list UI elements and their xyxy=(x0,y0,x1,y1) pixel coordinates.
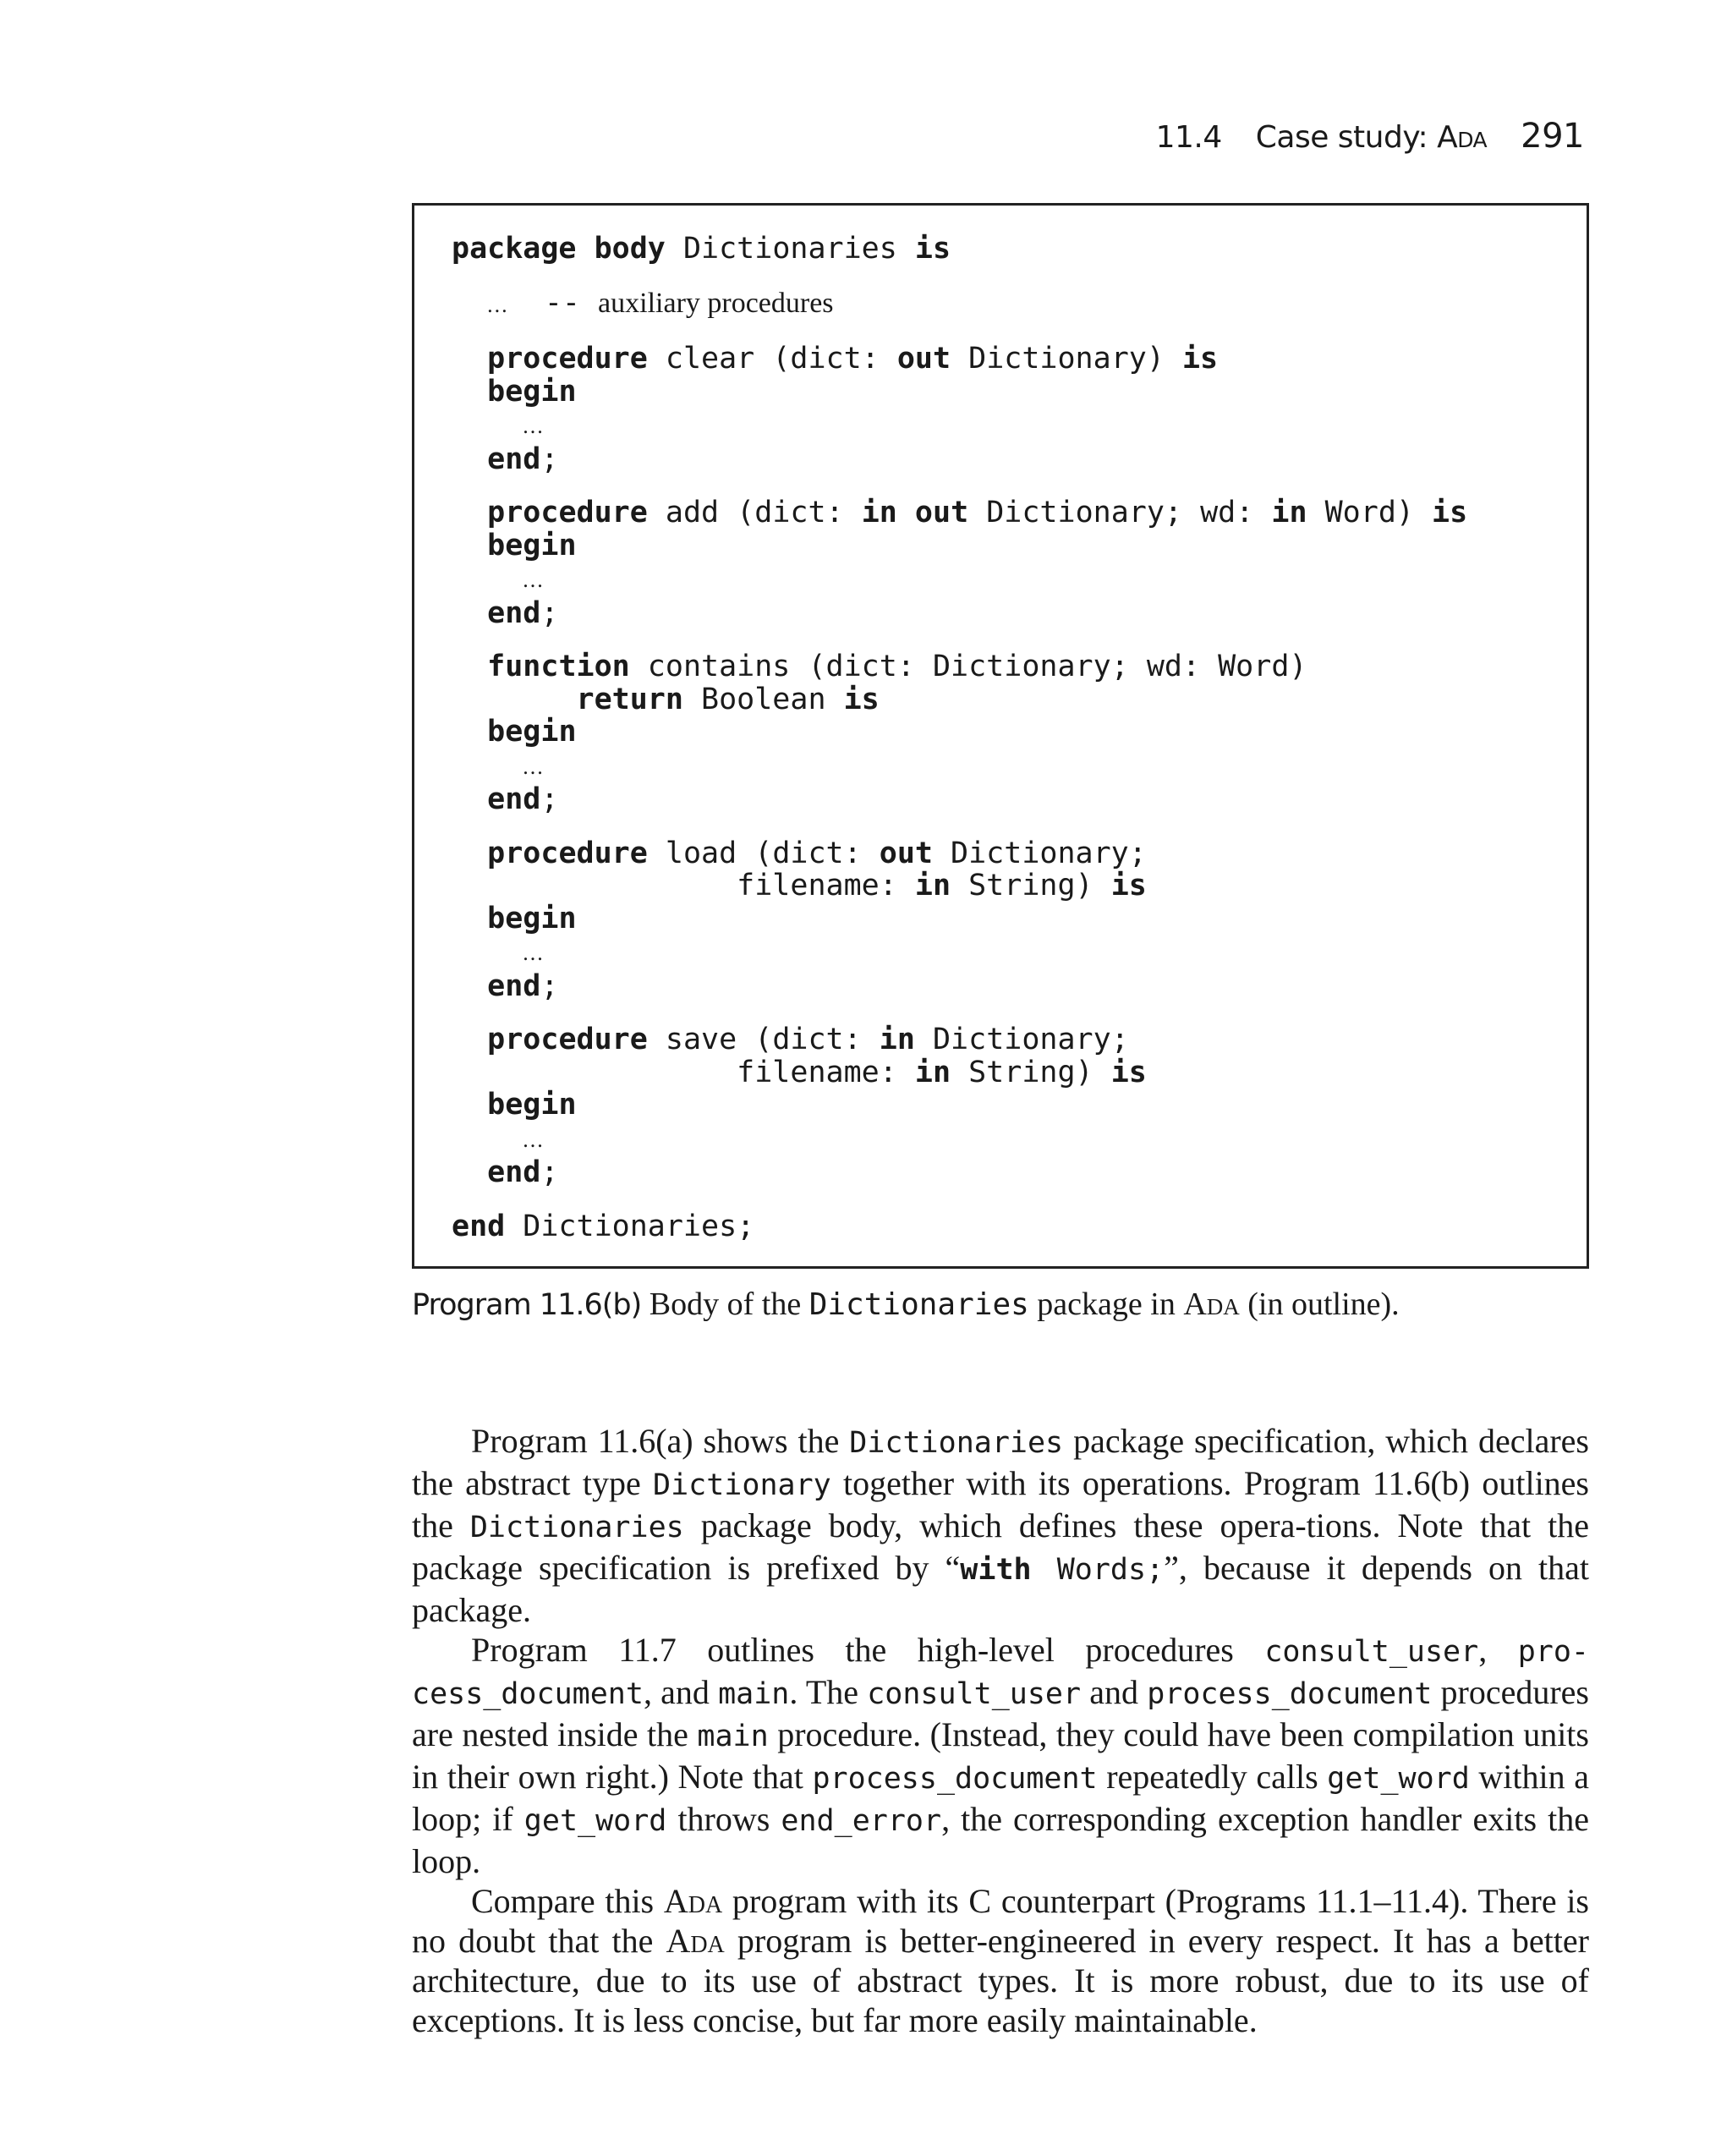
page-number: 291 xyxy=(1521,117,1584,156)
body-text xyxy=(412,1421,1589,2040)
section-number: 11.4 xyxy=(1155,120,1222,155)
caption-label: Program 11.6(b) xyxy=(412,1288,642,1322)
program-listing: package body Dictionaries is ... -- auxiliary procedures procedure clear (dict: out Dictionary) is begin ... end; procedure add (dict: in out Dictionary; wd: in Word) is begin ... end; function contains (dict: Dictionary; wd: Word) return Boolean is begin ... end; procedure load (dict: out Dictionary; filename: in String) is begin ... end; procedure save (dict: in Dictionary; filename: in String) is begin ... end; end Dictionaries; xyxy=(452,232,1468,1243)
program-listing-box xyxy=(412,203,1589,1269)
running-head xyxy=(1156,117,1584,156)
paragraph: Compare this Ada program with its C counterpart (Programs 11.1–11.4). There is no doubt that the Ada program is better-engineered in every respect. It has a better architecture, due to its use of abstract types. It is more robust, due to its use of exceptions. It is less concise, but far more easily maintainable. xyxy=(412,1882,1589,2039)
program-caption: Program 11.6(b) Body of the Dictionaries package in Ada (in outline). xyxy=(412,1286,1400,1322)
paragraph: Program 11.7 outlines the high-level procedures consult_user, pro-cess_document, and main. The consult_user and process_document procedures are nested inside the main procedure. (Instead, they could have been compilation units in their own right.) Note that process_document repeatedly calls get_word within a loop; if get_word throws end_error, the corresponding exception handler exits the loop. xyxy=(412,1631,1589,1880)
section-title: Case study: Ada xyxy=(1255,120,1488,155)
paragraph: Program 11.6(a) shows the Dictionaries package specification, which declares the abstract type Dictionary together with its operations. Program 11.6(b) outlines the Dictionaries package body, which defines these opera-tions. Note that the package specification is prefixed by “with Words;”, because it depends on that package. xyxy=(412,1422,1589,1629)
